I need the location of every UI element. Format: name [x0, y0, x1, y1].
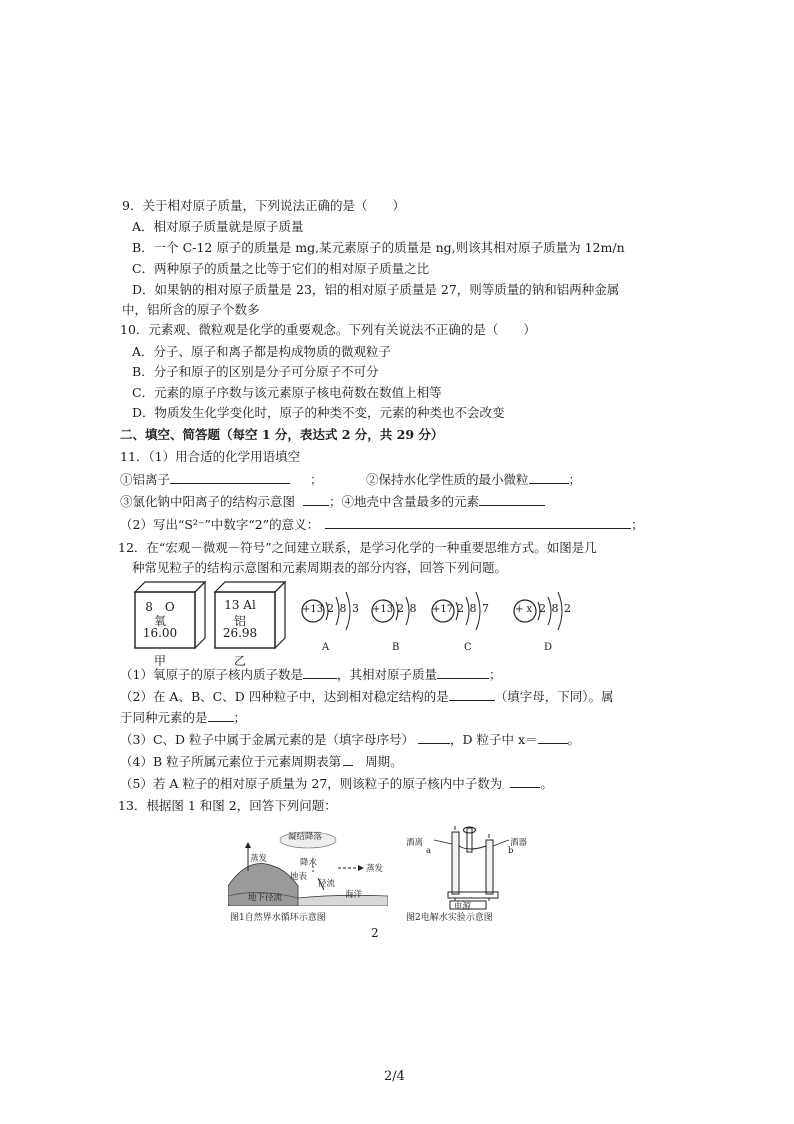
- q9-option-a: A．相对原子质量就是原子质量: [132, 219, 304, 234]
- atom-c: [430, 590, 490, 653]
- q12-blank-4[interactable]: [208, 709, 234, 722]
- card-oxygen-label: 甲: [153, 654, 166, 668]
- q10-option-c: C．元素的原子序数与该元素原子核电荷数在数值上相等: [132, 385, 442, 400]
- footer-page-number: 2/4: [384, 1069, 405, 1084]
- card-aluminum-label: 乙: [233, 654, 246, 668]
- fig2-label-a: a: [426, 846, 432, 856]
- q12-sub4-text-b: 周期。: [365, 754, 403, 769]
- fig2-label-b: b: [508, 846, 514, 856]
- atom-c-nucleus: +17: [432, 604, 454, 615]
- q12-sub4: [120, 753, 403, 770]
- atom-d: [512, 590, 572, 653]
- q12-stem-2: 种常见粒子的结构示意图和元素周期表的部分内容，回答下列问题。: [132, 560, 508, 575]
- card-aluminum-mass: 26.98: [222, 626, 258, 640]
- q12-sub2-text-a: （2）在 A、B、C、D 四种粒子中，达到相对稳定结构的是: [120, 689, 449, 704]
- q12-sub2-text-b: （填字母，下同）。属: [494, 689, 614, 704]
- q11-semicolon-2: ；: [568, 472, 582, 487]
- card-aluminum-number: 13 Al: [224, 598, 256, 612]
- fig1-label-ocean: 海洋: [345, 890, 363, 900]
- fig2-label-power: 电源: [454, 902, 472, 912]
- fig1-caption: 图1自然界水循环示意图: [230, 913, 326, 923]
- card-oxygen-mass: 16.00: [142, 626, 178, 640]
- q12-sub1: [120, 666, 502, 683]
- fig1-label-evaporate-2: 蒸发: [366, 864, 384, 874]
- q11-row3: [120, 516, 644, 533]
- q11-stem: 11．（1）用合适的化学用语填空: [120, 449, 301, 464]
- card-aluminum-name: 铝: [233, 614, 246, 628]
- q10-stem: 10．元素观、微粒观是化学的重要观念。下列有关说法不正确的是（ ）: [120, 322, 536, 337]
- atom-b-label: B: [392, 642, 400, 653]
- q12-sub3-text-b: ，D 粒子中 x＝: [450, 732, 538, 747]
- q11-semicolon: ；: [310, 472, 323, 487]
- q9-option-d: D．如果钠的相对原子质量是 23，铝的相对原子质量是 27，则等质量的钠和铝两种金属: [132, 282, 620, 297]
- atom-a-label: A: [322, 642, 330, 653]
- q12-sub1-text-a: （1）氧原子的原子核内质子数是: [120, 667, 303, 682]
- card-oxygen-name: 氧: [153, 614, 166, 628]
- atom-b: [370, 590, 430, 653]
- atom-b-diagram: [370, 590, 430, 640]
- q12-blank-2[interactable]: [437, 666, 489, 679]
- q12-blank-6[interactable]: [538, 731, 568, 744]
- atom-a-nucleus: +13: [302, 604, 324, 615]
- atom-d-shells: 2 8 2: [539, 602, 572, 615]
- fig2-label-right: 酒器: [510, 838, 528, 848]
- atom-c-label: C: [464, 642, 472, 653]
- fig1-label-underground: 地下径流: [248, 893, 283, 903]
- atom-a-diagram: [300, 590, 360, 640]
- q11-blank-1[interactable]: [170, 471, 290, 484]
- q11-row1: [120, 471, 323, 488]
- q12-sub1-text-c: ；: [488, 667, 502, 682]
- atom-d-label: D: [544, 642, 553, 653]
- q11-part2: ②保持水化学性质的最小微粒: [366, 472, 529, 487]
- atom-c-diagram: [430, 590, 490, 640]
- q12-sub4-text-a: （4）B 粒子所属元素位于元素周期表第: [120, 754, 342, 769]
- fig1-label-precip: 降水: [300, 858, 318, 868]
- q12-blank-5[interactable]: [418, 731, 450, 744]
- fig2-label-left: 酒离: [406, 838, 424, 848]
- q11-row2: [120, 493, 545, 510]
- q13-stem: 13．根据图 1 和图 2，回答下列问题：: [118, 798, 337, 813]
- q12-sub3-text-a: （3）C、D 粒子中属于金属元素的是（填字母序号）: [120, 732, 415, 747]
- q12-sub3-text-c: 。: [567, 732, 581, 747]
- q11-part-s2: （2）写出“S²⁻”中数字“2”的意义：: [120, 517, 320, 532]
- q12-sub5-text-a: （5）若 A 粒子的相对原子质量为 27，则该粒子的原子核内中子数为: [120, 776, 503, 791]
- q11-semicolon-3: ；: [631, 517, 644, 532]
- card-oxygen-number: 8 O: [145, 600, 175, 614]
- q9-option-c: C．两种原子的质量之比等于它们的相对原子质量之比: [132, 261, 430, 276]
- q10-option-b: B．分子和原子的区别是分子可分原子不可分: [132, 364, 379, 379]
- fig1-label-surface: 地表: [290, 872, 308, 882]
- q12-sub3: [120, 731, 580, 748]
- fig2-caption: 图2电解水实验示意图: [406, 913, 493, 923]
- q12-sub2-text-d: ；: [233, 710, 247, 725]
- q11-blank-3[interactable]: [303, 493, 329, 506]
- q12-sub5-text-b: 。: [540, 776, 553, 791]
- q11-part4: ；④地壳中含量最多的元素: [329, 494, 480, 509]
- fig1-label-condense: 凝结降落: [288, 832, 323, 842]
- fig1-label-runoff: 径流: [318, 879, 336, 889]
- q11-blank-5[interactable]: [325, 516, 631, 529]
- q12-blank-8[interactable]: [510, 775, 540, 788]
- q10-option-d: D．物质发生化学变化时，原子的种类不变，元素的种类也不会改变: [132, 405, 505, 420]
- q12-blank-3[interactable]: [449, 688, 495, 701]
- q10-option-a: A．分子、原子和离子都是构成物质的微观粒子: [132, 344, 392, 359]
- q12-sub2-text-c: 于同种元素的是: [120, 710, 208, 725]
- q11-row1-right: [366, 471, 581, 488]
- q12-sub2-cont: [120, 709, 246, 726]
- section-2-heading: 二、填空、简答题（每空 1 分，表达式 2 分，共 29 分）: [120, 427, 444, 442]
- q9-option-b: B．一个 C-12 原子的质量是 mg,某元素原子的质量是 ng,则该其相对原子质量为 12m/n: [132, 240, 625, 255]
- q12-blank-1[interactable]: [303, 666, 337, 679]
- atom-a-shells: 2 8 3: [327, 602, 360, 615]
- q9-option-d-cont: 中，铝所含的原子个数多: [122, 302, 260, 317]
- q12-sub5: [120, 775, 553, 792]
- q11-part3: ③氯化钠中阳离子的结构示意图: [120, 494, 296, 509]
- q11-blank-2[interactable]: [529, 471, 569, 484]
- atom-c-shells: 2 8 7: [457, 602, 490, 615]
- q12-sub2: [120, 688, 613, 705]
- q11-blank-4[interactable]: [479, 493, 545, 506]
- atom-d-nucleus: + x: [515, 604, 533, 615]
- fig1-label-evaporate-1: 蒸发: [250, 854, 268, 864]
- q9-stem: 9．关于相对原子质量，下列说法正确的是（ ）: [122, 198, 405, 213]
- atom-a: [300, 590, 360, 653]
- q12-sub1-text-b: ，其相对原子质量: [336, 667, 437, 682]
- atom-b-shells: 2 8: [397, 602, 418, 615]
- atom-d-diagram: [512, 590, 572, 640]
- q12-stem-1: 12．在“宏观－微观－符号”之间建立联系，是学习化学的一种重要思维方式。如图是几: [118, 540, 597, 555]
- q11-part1: ①铝离子: [120, 472, 171, 487]
- inner-page-number: 2: [371, 926, 379, 940]
- atom-b-nucleus: +13: [372, 604, 394, 615]
- q12-blank-7[interactable]: [343, 753, 353, 766]
